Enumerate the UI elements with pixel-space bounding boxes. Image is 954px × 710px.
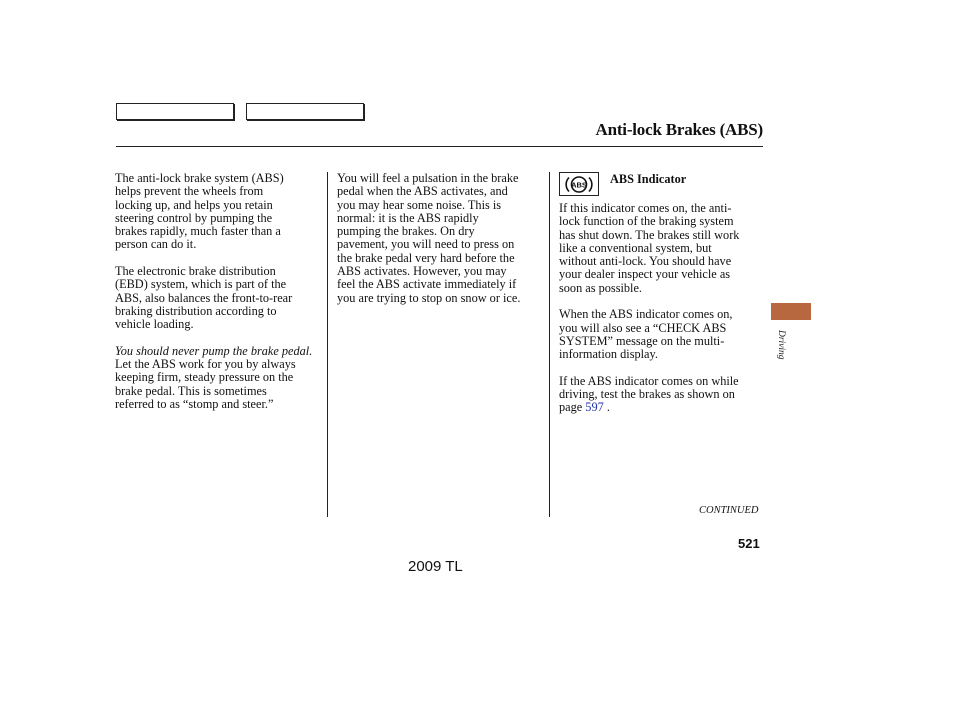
pump-warning-text: You should never pump the brake pedal.: [115, 343, 313, 358]
nav-button-1[interactable]: [116, 103, 234, 120]
paragraph-pulsation: You will feel a pulsation in the brake pedal when the ABS activates, and you may hear some noise. This is normal: it is the ABS rapidly pumping the brakes. On dry pavement, you will need to press on the brake pedal very hard before the ABS activates. However, you may feel the ABS activate immediately if you are trying to stop on snow or ice.: [337, 171, 521, 305]
column-2: [337, 172, 542, 318]
paragraph-stomp-steer: [115, 345, 320, 411]
continued-label: CONTINUED: [699, 505, 759, 516]
abs-indicator-box: [559, 172, 599, 196]
abs-indicator-heading: ABS Indicator: [610, 172, 687, 186]
abs-indicator-icon: [562, 174, 596, 195]
title-rule: [116, 146, 763, 147]
test-brakes-text: If the ABS indicator comes on while driving, test the brakes as shown on page: [559, 373, 739, 415]
paragraph-indicator-on: If this indicator comes on, the anti- lock function of the braking system has shut down. The brakes still work like a conventional system, but without anti-lock. You should have your dealer inspect your vehicle as soon as possible.: [559, 201, 740, 295]
paragraph-abs-intro: The anti-lock brake system (ABS) helps prevent the wheels from locking up, and helps you retain steering control by pumping the brakes rapidly, much faster than a person can do it.: [115, 171, 284, 252]
nav-button-2[interactable]: [246, 103, 364, 120]
stomp-steer-text: Let the ABS work for you by always keeping firm, steady pressure on the brake pedal. This is sometimes referred to as “stomp and steer.”: [115, 357, 296, 412]
page-title: Anti-lock Brakes (ABS): [595, 120, 763, 139]
footer-model: 2009 TL: [408, 558, 463, 575]
paragraph-ebd: The electronic brake distribution (EBD) system, which is part of the ABS, also balances the front-to-rear braking distribution according to vehicle loading.: [115, 264, 293, 332]
column-divider-1: [327, 172, 328, 517]
abs-indicator-header: [559, 172, 764, 198]
page-597-link[interactable]: 597: [585, 400, 604, 415]
paragraph-test-brakes: [559, 375, 764, 415]
driving-section-tab[interactable]: [771, 303, 811, 320]
test-brakes-end: .: [603, 400, 610, 415]
page-number: 521: [738, 536, 760, 551]
paragraph-check-abs: When the ABS indicator comes on, you will also see a “CHECK ABS SYSTEM” message on the multi- information display.: [559, 307, 733, 362]
abs-icon-text: ABS: [571, 180, 587, 190]
driving-section-label: Driving: [776, 330, 786, 360]
column-3: [559, 172, 764, 428]
column-divider-2: [549, 172, 550, 517]
column-1: [115, 172, 320, 425]
